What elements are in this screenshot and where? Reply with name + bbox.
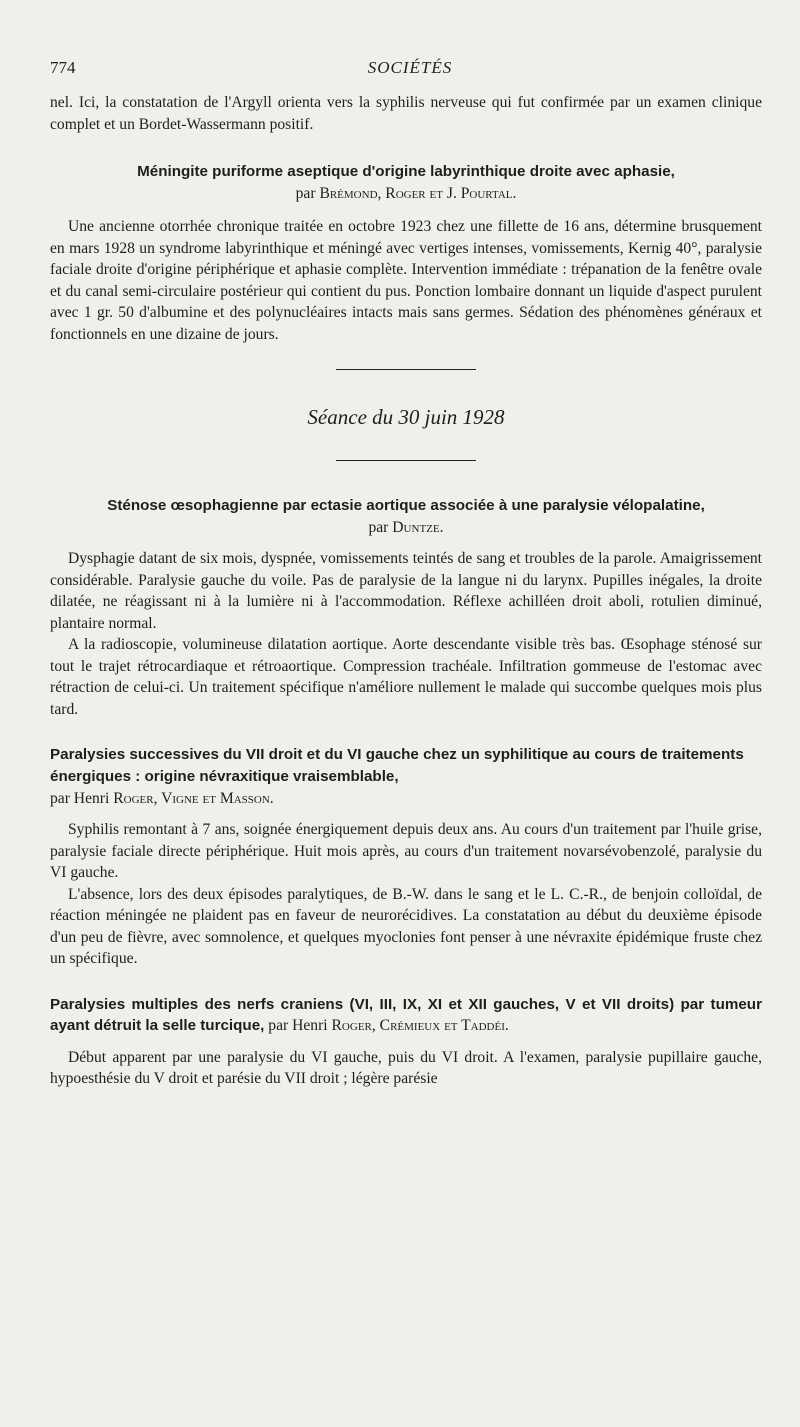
article-1-title: Méningite puriforme aseptique d'origine labyrinthique droite avec aphasie, bbox=[137, 163, 675, 180]
intro-paragraph: nel. Ici, la constatation de l'Argyll orienta vers la syphilis nerveuse qui fut confirmée par un examen clinique complet et un Bordet-Wassermann positif. bbox=[50, 94, 762, 133]
session-title: Séance du 30 juin 1928 bbox=[307, 405, 505, 429]
running-title: SOCIÉTÉS bbox=[367, 58, 453, 77]
article-1-authors bbox=[50, 183, 762, 204]
article-4-by: par Henri bbox=[268, 1017, 328, 1034]
article-1-body: Une ancienne otorrhée chronique traitée en octobre 1923 chez une fillette de 16 ans, détermine brusquement en mars 1928 un syndrome labyrinthique et méningé avec vertiges intenses, vomissements, Kernig 40°, paralysie faciale droite d'origine périphérique et aphasie complète. Intervention immédiate : trépanation de la fenêtre ovale et du canal semi-circulaire postérieur qui contient du pus. Ponction lombaire donnant un liquide d'aspect purulent avec 1 gr. 50 d'albumine et des polynucléaires intacts mais sans germes. Sédation des phénomènes généraux et fonctionnels en une dizaine de jours. bbox=[50, 218, 762, 343]
article-3-authors bbox=[50, 788, 762, 809]
article-3-paragraph-2: L'absence, lors des deux épisodes paralytiques, de B.-W. dans le sang et le L. C.-R., de benjoin colloïdal, de réaction méningée ne plaident pas en faveur de neurorécidives. La constatation au début du deuxième épisode d'un peu de fièvre, avec somnolence, et quelques myoclonies font penser à une névraxite épidémique fruste chez un spécifique. bbox=[50, 885, 762, 967]
article-2-title: Sténose œsophagienne par ectasie aortique associée à une paralysie vélopalatine, bbox=[107, 497, 705, 514]
article-4-title: Paralysies multiples des nerfs craniens (VI, III, IX, XI et XII gauches, V et VII droits) par tumeur ayant détruit la selle turcique, bbox=[50, 995, 762, 1034]
article-1-author-names: Brémond, Roger et J. Pourtal. bbox=[319, 185, 517, 202]
article-4-body: Début apparent par une paralysie du VI gauche, puis du VI droit. A l'examen, paralysie pupillaire gauche, hypoesthésie du V droit et parésie du VII droit ; légère parésie bbox=[50, 1048, 762, 1087]
article-4-heading bbox=[50, 994, 762, 1037]
article-3-author-names: Roger, Vigne et Masson. bbox=[113, 790, 274, 807]
article-1-by: par bbox=[295, 185, 316, 202]
page-header bbox=[50, 58, 770, 84]
article-2-paragraph-2: A la radioscopie, volumineuse dilatation aortique. Aorte descendante visible très bas. Œsophage sténosé sur tout le trajet rétrocardiaque et rétroaortique. Compression trachéale. Infiltration gommeuse de l'estomac avec rétraction de celui-ci. Un traitement spécifique n'améliore nullement le malade qui succombe quelques mois plus tard. bbox=[50, 636, 762, 718]
article-4-author-names: Roger, Crémieux et Taddéi. bbox=[331, 1017, 509, 1034]
article-3-by: par Henri bbox=[50, 790, 110, 807]
page-number: 774 bbox=[50, 58, 76, 77]
article-2-by: par bbox=[368, 519, 389, 536]
article-2-authors bbox=[50, 517, 762, 538]
article-2-author-names: Duntze. bbox=[392, 519, 444, 536]
article-3-title: Paralysies successives du VII droit et du VI gauche chez un syphilitique au cours de traitements énergiques : origine névraxitique vraisemblable, bbox=[50, 746, 744, 785]
article-2-paragraph-1: Dysphagie datant de six mois, dyspnée, vomissements teintés de sang et troubles de la parole. Amaigrissement considérable. Paralysie gauche du voile. Pas de paralysie de la langue ni du larynx. Pupilles inégales, la droite dilatée, ne réagissant ni à la lumière ni à l'accommodation. Réflexe achilléen droit aboli, rotulien diminué, plantaire normal. bbox=[50, 550, 762, 632]
article-3-paragraph-1: Syphilis remontant à 7 ans, soignée énergiquement depuis deux ans. Au cours d'un traitement par l'huile grise, paralysie faciale directe périphérique. Huit mois après, au cours d'un traitement novarsévobenzolé, paralysie du VI gauche. bbox=[50, 821, 762, 881]
page-content bbox=[50, 92, 762, 1090]
